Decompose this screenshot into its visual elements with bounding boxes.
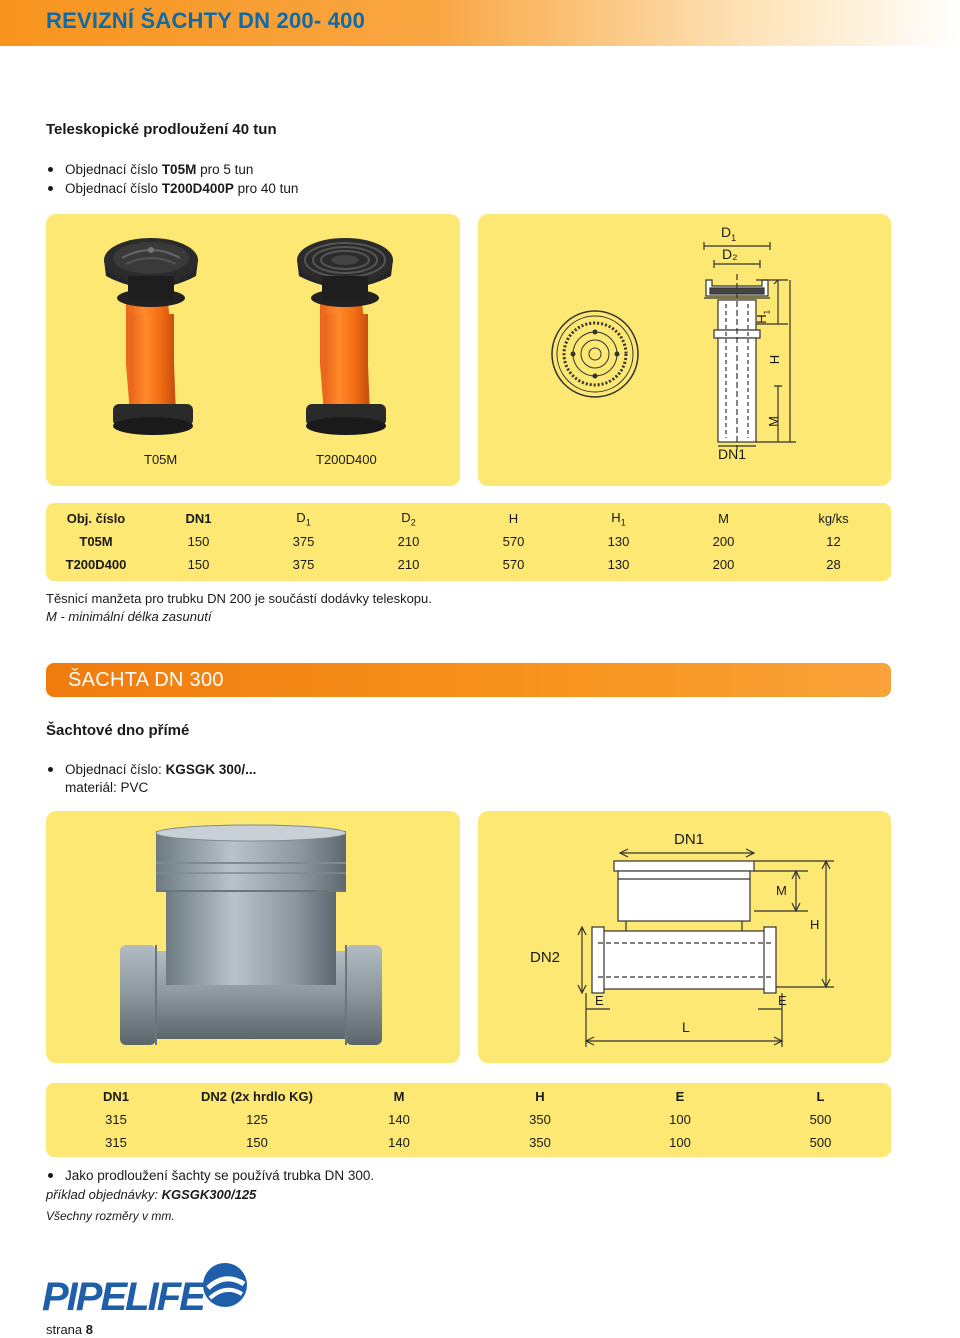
table-cell: 500 (809, 1112, 832, 1127)
table-cell: 130 (607, 534, 630, 549)
bullet-text: Objednací číslo (65, 181, 162, 196)
telescope-photo-panel (46, 214, 460, 486)
table-cell: T05M (79, 534, 113, 549)
order-code: KGSGK 300/... (165, 762, 257, 777)
header-sub: 1 (305, 517, 311, 528)
table-cell: 570 (502, 534, 525, 549)
page-prefix: strana (46, 1322, 86, 1337)
telescope-t05m-image (104, 238, 198, 435)
label-l: L (682, 1019, 690, 1035)
label-dn2: DN2 (530, 949, 561, 966)
units-note: Všechny rozměry v mm. (46, 1209, 175, 1223)
table-cell: 150 (187, 534, 210, 549)
seal-note: Těsnicí manžeta pro trubku DN 200 je součástí dodávky teleskopu. (46, 591, 432, 606)
table-header (251, 507, 356, 530)
order-example-prefix: příklad objednávky: (46, 1187, 162, 1202)
table-header-row (46, 507, 891, 530)
material-text: materiál: PVC (65, 780, 149, 795)
header-text: H (508, 511, 519, 526)
order-code: T200D400P (161, 181, 234, 196)
table-cell: 140 (388, 1135, 410, 1150)
logo-wordmark: PIPELIFE (42, 1275, 204, 1316)
bullet-text: Objednací číslo (65, 162, 162, 177)
section-title-straight-base: Šachtové dno přímé (46, 722, 190, 739)
section-title-telescope: Teleskopické prodloužení 40 tun (46, 121, 277, 138)
table-header: DN2 (2x hrdlo KG) (201, 1089, 313, 1104)
banner-text: ŠACHTA DN 300 (68, 669, 224, 691)
list-item (46, 179, 298, 198)
header-text: kg/ks (818, 511, 849, 526)
table-header: M (393, 1089, 405, 1104)
table-header (461, 507, 566, 530)
table-header: E (675, 1089, 685, 1104)
telescope-illustration (46, 214, 460, 486)
label-h1 (754, 310, 772, 324)
telescope-t200d400-image (297, 238, 393, 435)
label-text: D (721, 224, 732, 240)
table-cell: 375 (292, 534, 315, 549)
table-header: H (535, 1089, 545, 1104)
section-banner-dn300 (46, 663, 891, 697)
table-cell: 200 (712, 534, 735, 549)
label-sub: 1 (762, 309, 772, 315)
telescope-technical-drawing (478, 214, 891, 486)
bullet-text: pro 40 tun (233, 181, 299, 196)
table-header (356, 507, 461, 530)
order-example (46, 1186, 256, 1204)
list-item: Jako prodloužení šachty se používá trubka DN 300. (46, 1166, 374, 1185)
table-cell: 200 (712, 557, 735, 572)
telescope-side-view (704, 242, 796, 450)
lid-top-view (552, 311, 638, 397)
label-h: H (810, 917, 820, 932)
table-cell: 570 (502, 557, 525, 572)
table-cell: 140 (388, 1112, 410, 1127)
header-text: D (401, 509, 411, 525)
label-sub: 1 (731, 232, 737, 243)
list-item (46, 160, 298, 179)
shaft-photo-panel (46, 811, 460, 1063)
bullet-text: pro 5 tun (196, 162, 254, 177)
list-item (46, 760, 256, 779)
table-header (671, 507, 776, 530)
extension-note-list (46, 1166, 374, 1185)
table-cell: 125 (246, 1112, 268, 1127)
shaft-spec-table-panel (46, 1083, 891, 1157)
label-m: M (765, 416, 781, 427)
caption-t05m: T05M (144, 452, 178, 467)
bullet-text: Objednací číslo: (65, 762, 166, 777)
table-cell: 350 (529, 1135, 551, 1150)
page-number: 8 (85, 1322, 93, 1337)
label-m: M (776, 883, 787, 898)
pipelife-logo-graphic (40, 1260, 250, 1316)
table-header: L (816, 1089, 825, 1104)
table-cell: 210 (397, 557, 420, 572)
header-text: M (718, 511, 729, 526)
table-cell: 150 (187, 557, 210, 572)
order-number-list (46, 160, 298, 198)
header-text: H (611, 509, 621, 525)
header-sub: 2 (410, 517, 416, 528)
table-row (46, 553, 891, 576)
shaft-base-illustration (46, 811, 460, 1063)
dn300-order-list (46, 760, 256, 779)
label-dn1: DN1 (674, 831, 705, 848)
table-cell: 100 (669, 1112, 691, 1127)
table-header (566, 507, 671, 530)
table-cell: 500 (809, 1135, 832, 1150)
table-cell: 210 (397, 534, 420, 549)
header-text: D (296, 509, 306, 525)
table-cell: 315 (105, 1135, 127, 1150)
order-code: T05M (161, 162, 197, 177)
page-title: REVIZNÍ ŠACHTY DN 200- 400 (46, 8, 366, 33)
table-cell: 100 (669, 1135, 691, 1150)
table-row (46, 1131, 891, 1154)
label-text: H (754, 314, 770, 324)
table-cell: 350 (529, 1112, 551, 1127)
telescope-spec-table (46, 507, 891, 576)
table-header: DN1 (102, 1089, 129, 1104)
pipelife-logo (40, 1260, 250, 1316)
table-header-row (46, 1085, 891, 1108)
table-cell: T200D400 (65, 557, 127, 572)
shaft-drawing-panel (478, 811, 891, 1063)
order-example-code: KGSGK300/125 (161, 1187, 257, 1202)
m-definition-note: M - minimální délka zasunutí (46, 609, 212, 624)
table-header (776, 507, 891, 530)
telescope-drawing-panel (478, 214, 891, 486)
caption-t200d400: T200D400 (316, 452, 377, 467)
header-text: DN1 (185, 511, 212, 526)
telescope-spec-table-panel (46, 503, 891, 581)
header-text: Obj. číslo (66, 511, 126, 526)
label-h: H (767, 354, 783, 365)
table-cell: 375 (292, 557, 315, 572)
table-cell: 28 (826, 557, 841, 572)
label-e-left: E (595, 993, 604, 1008)
table-cell: 12 (826, 534, 841, 549)
page-number-label (46, 1322, 93, 1337)
table-cell: 130 (607, 557, 630, 572)
table-header (46, 507, 146, 530)
table-cell: 315 (105, 1112, 127, 1127)
table-cell: 150 (246, 1135, 268, 1150)
header-sub: 1 (620, 517, 626, 528)
shaft-spec-table (46, 1085, 891, 1154)
label-e-right: E (778, 993, 787, 1008)
label-dn1: DN1 (718, 446, 747, 462)
label-d1 (721, 224, 736, 243)
table-row (46, 1108, 891, 1131)
label-d2: D₂ (722, 246, 738, 262)
table-row (46, 530, 891, 553)
table-header (146, 507, 251, 530)
